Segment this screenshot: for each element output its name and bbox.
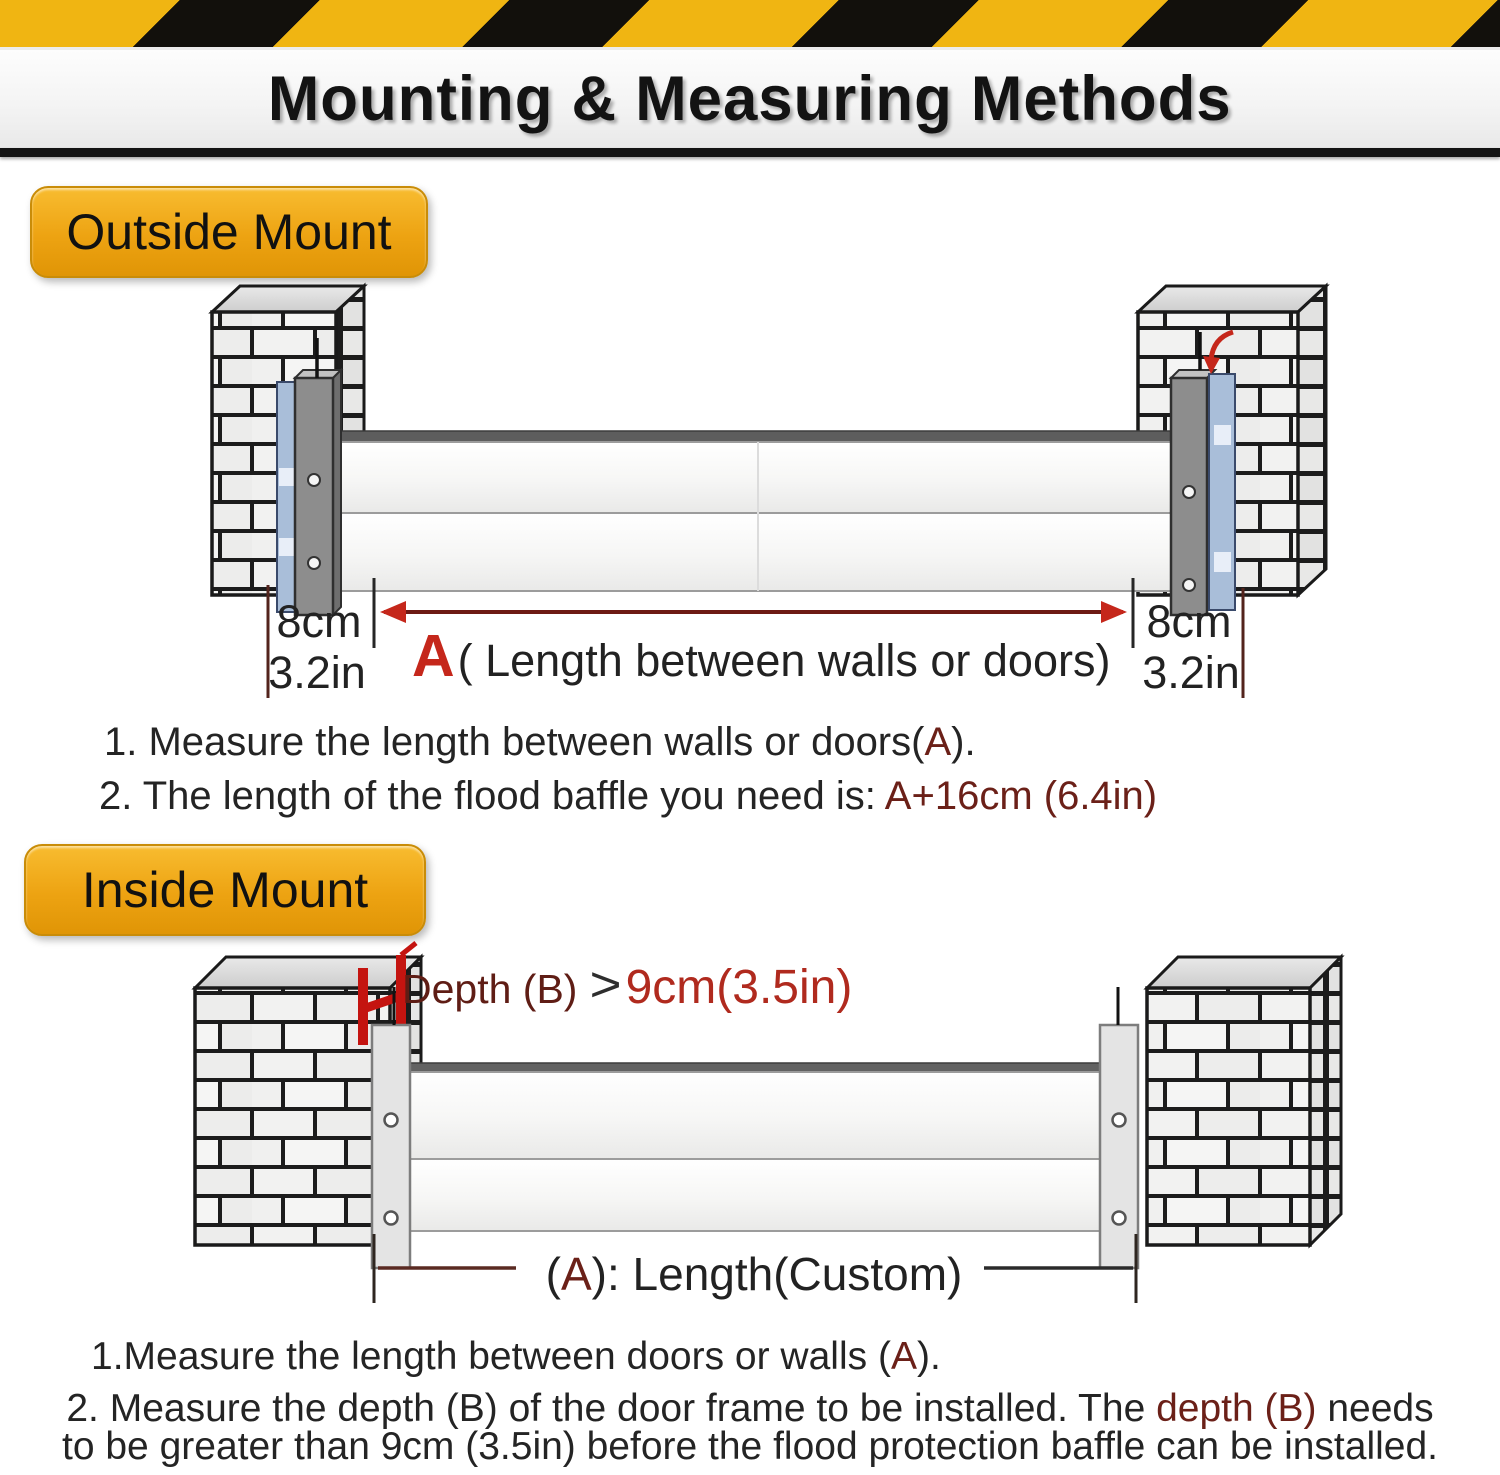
- left-mounting-bracket: [372, 987, 410, 1268]
- outside-step-2: 2. The length of the flood baffle you need is: A+16cm (6.4in): [99, 774, 1158, 818]
- span-length-label-text: ( Length between walls or doors): [457, 635, 1111, 686]
- depth-label-name: Depth (B): [402, 966, 578, 1012]
- span-length-label-a: A: [412, 623, 455, 689]
- dim-left-cm: 8cm: [276, 596, 362, 647]
- custom-length-label: (A): Length(Custom): [545, 1248, 963, 1300]
- inside-mount-badge: [24, 844, 426, 936]
- inside-mount-badge-label: Inside Mount: [81, 862, 369, 918]
- title-banner: [0, 50, 1500, 148]
- right-brick-pillar: [1147, 957, 1341, 1245]
- inside-step-2-line-1: 2. Measure the depth (B) of the door frame to be installed. The depth (B) needs: [66, 1387, 1434, 1430]
- flood-barrier-panels: [410, 1063, 1100, 1231]
- screw-hole: [308, 557, 320, 569]
- outside-step-1: 1. Measure the length between walls or doors(A).: [104, 720, 976, 764]
- span-length-label: [412, 623, 1111, 689]
- inside-step-1: 1.Measure the length between doors or walls (A).: [91, 1335, 941, 1378]
- flood-barrier-panels: [333, 431, 1182, 591]
- divider-rule: [0, 148, 1500, 157]
- dim-right-cm: 8cm: [1146, 596, 1232, 647]
- outside-mount-badge-label: Outside Mount: [66, 204, 392, 260]
- screw-hole: [385, 1212, 398, 1225]
- right-mounting-bracket: [1100, 987, 1138, 1268]
- dim-right-in: 3.2in: [1142, 647, 1240, 698]
- depth-label-value: 9cm(3.5in): [625, 961, 853, 1014]
- custom-length-label-a: A: [560, 1248, 592, 1300]
- inside-step-2-line-2: to be greater than 9cm (3.5in) before the flood protection baffle can be installed.: [62, 1425, 1438, 1468]
- screw-hole: [385, 1114, 398, 1127]
- screw-hole: [1113, 1212, 1126, 1225]
- screw-hole: [308, 474, 320, 486]
- screw-hole: [1183, 579, 1195, 591]
- span-arrow: [380, 601, 1127, 623]
- left-mounting-bracket: [295, 338, 341, 615]
- dim-left-in: 3.2in: [268, 647, 366, 698]
- right-seal-strip: [1209, 374, 1235, 610]
- caution-stripe-band: [0, 0, 1500, 50]
- outside-mount-badge: [30, 186, 428, 278]
- screw-hole: [1183, 486, 1195, 498]
- depth-requirement-label: [402, 956, 852, 1014]
- page-title: Mounting & Measuring Methods: [268, 64, 1232, 134]
- greater-than-sign: >: [589, 956, 622, 1012]
- screw-hole: [1113, 1114, 1126, 1127]
